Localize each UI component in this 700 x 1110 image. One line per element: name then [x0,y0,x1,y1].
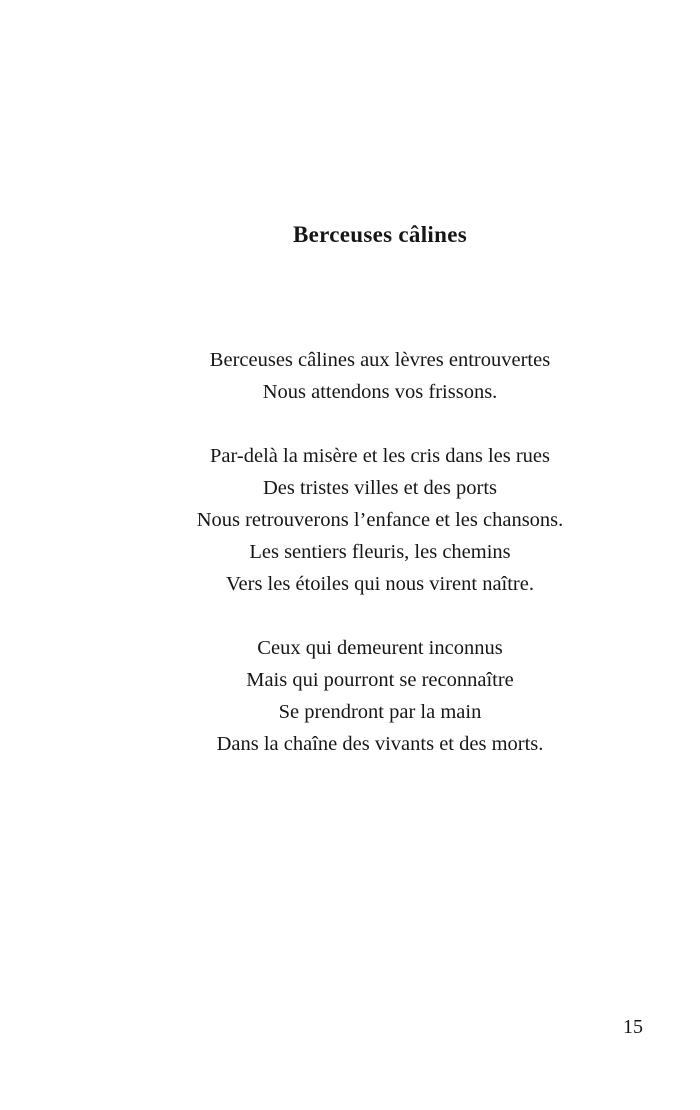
poem-line: Vers les étoiles qui nous virent naître. [225,573,534,595]
stanza [58,440,700,600]
poem-line: Les sentiers fleuris, les chemins [249,541,511,563]
poem-line: Se prendront par la main [278,701,482,723]
page-number: 15 [623,1016,643,1038]
stanza [58,344,700,408]
poem-title: Berceuses câlines [293,222,467,247]
poem-line: Dans la chaîne des vivants et des morts. [216,733,544,755]
poem-line: Des tristes villes et des ports [262,477,497,499]
poem-line: Berceuses câlines aux lèvres entrouvertes [209,349,551,371]
poem-body [58,344,700,760]
poem-line: Nous retrouverons l’enfance et les chansons. [196,509,564,531]
poem-line: Nous attendons vos frissons. [262,381,498,403]
stanza [58,632,700,760]
poem-line: Ceux qui demeurent inconnus [257,637,503,659]
poem-line: Par-delà la misère et les cris dans les rues [210,445,550,467]
poem-line: Mais qui pourront se reconnaître [246,669,514,691]
